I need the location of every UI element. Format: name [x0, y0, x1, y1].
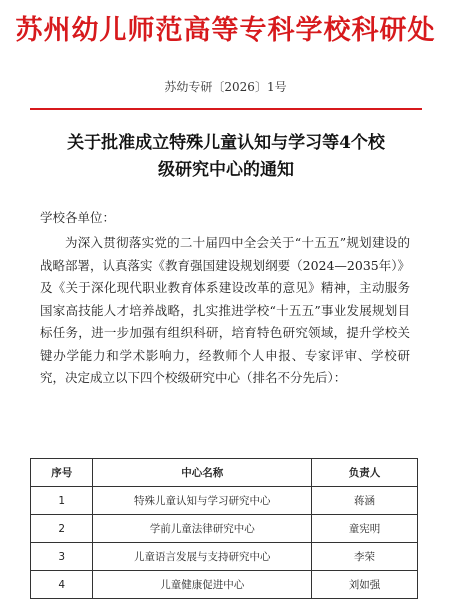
- issuing-office-header: 苏州幼儿师范高等专科学校科研处: [15, 15, 436, 46]
- salutation: 学校各单位：: [40, 210, 116, 225]
- cell-center-name: 儿童语言发展与支持研究中心: [93, 543, 312, 571]
- research-centers-table: [30, 458, 418, 599]
- table-header-row: [31, 459, 418, 487]
- notice-title: [30, 130, 422, 184]
- notice-title-line-1: 关于批准成立特殊儿童认知与学习等4个校: [67, 133, 385, 153]
- header-center-name: 中心名称: [93, 459, 312, 487]
- cell-serial-number: 4: [31, 571, 93, 599]
- cell-serial-number: 1: [31, 487, 93, 515]
- table-row: [31, 515, 418, 543]
- table-row: [31, 571, 418, 599]
- red-divider-line: [30, 108, 422, 110]
- header-person-in-charge: 负责人: [312, 459, 418, 487]
- header-serial-number: 序号: [31, 459, 93, 487]
- notice-title-line-2: 级研究中心的通知: [158, 160, 294, 180]
- cell-person-in-charge: 蒋涵: [312, 487, 418, 515]
- cell-serial-number: 2: [31, 515, 93, 543]
- cell-serial-number: 3: [31, 543, 93, 571]
- document-number: 苏幼专研〔2026〕1号: [164, 80, 287, 94]
- cell-center-name: 学前儿童法律研究中心: [93, 515, 312, 543]
- cell-center-name: 儿童健康促进中心: [93, 571, 312, 599]
- cell-person-in-charge: 刘如强: [312, 571, 418, 599]
- cell-center-name: 特殊儿童认知与学习研究中心: [93, 487, 312, 515]
- table-row: [31, 487, 418, 515]
- cell-person-in-charge: 李荣: [312, 543, 418, 571]
- table-row: [31, 543, 418, 571]
- cell-person-in-charge: 童宪明: [312, 515, 418, 543]
- body-paragraph: 为深入贯彻落实党的二十届四中全会关于“十五五”规划建设的战略部署，认真落实《教育强国建设规划纲要（2024—2035年）》及《关于深化现代职业教育体系建设改革的意见》精神，主动服务国家高技能人才培养战略，扎实推进学校“十五五”事业发展规划目标任务，进一步加强有组织科研，培育特色研究领域，提升学校关键办学能力和学术影响力，经教师个人申报、专家评审、学校研究，决定成立以下四个校级研究中心（排名不分先后）：: [40, 235, 410, 385]
